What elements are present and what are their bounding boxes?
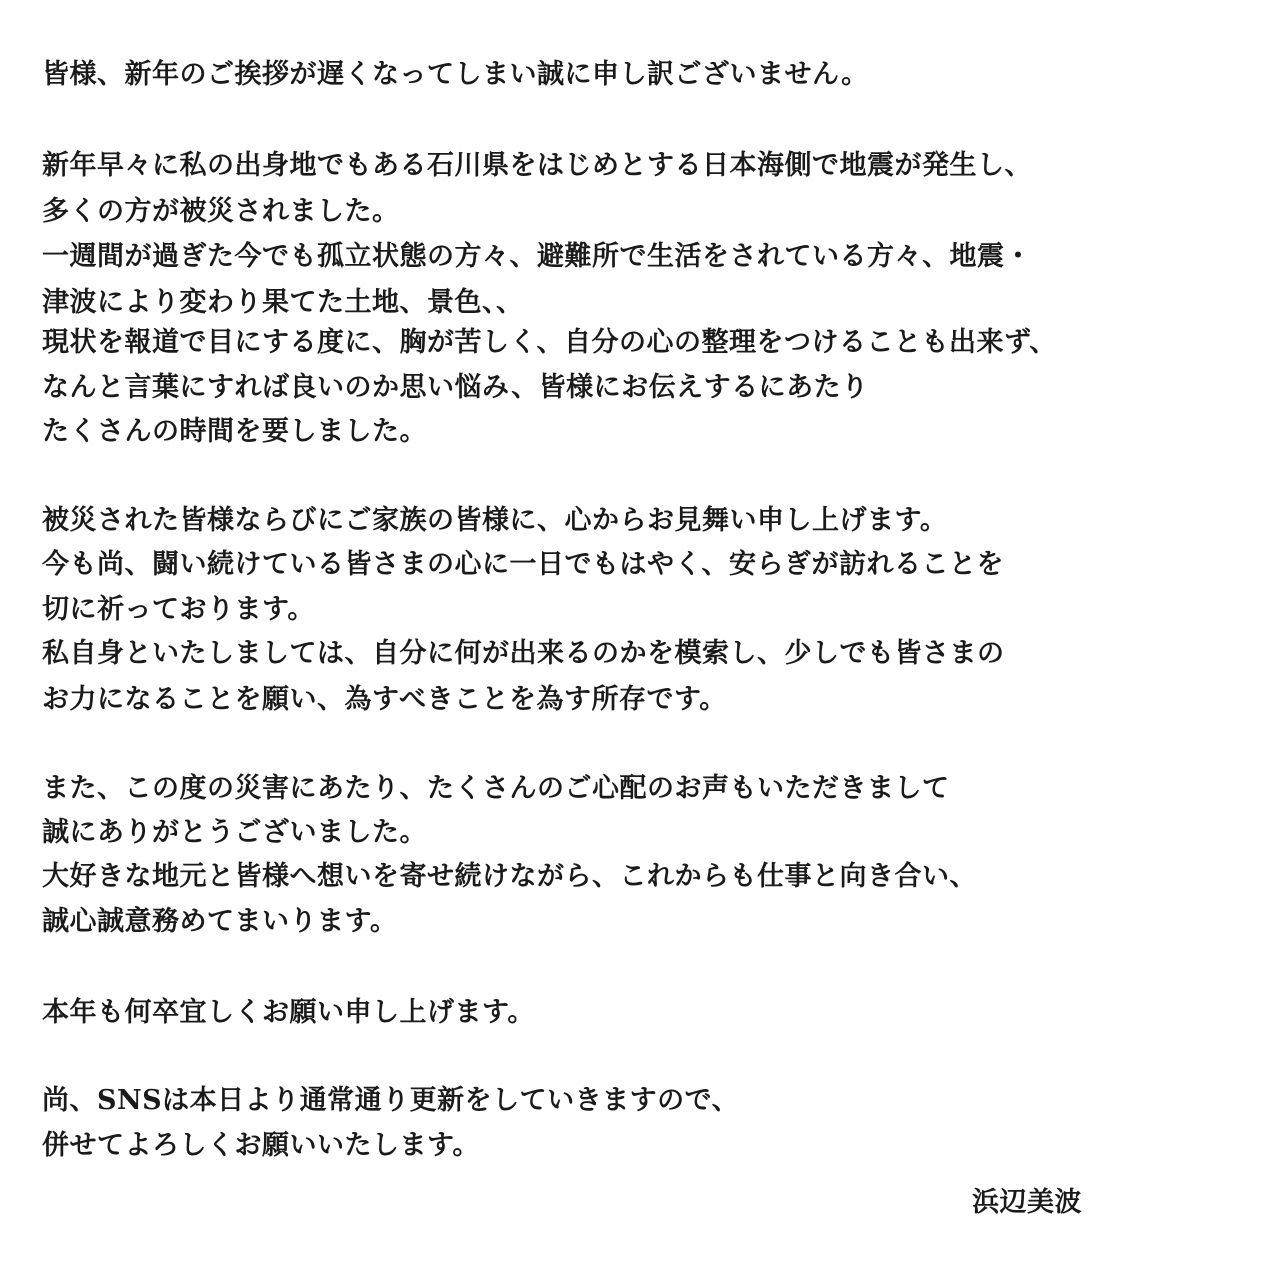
letter-line: 本年も何卒宜しくお願い申し上げます。 bbox=[42, 997, 535, 1028]
letter-line: 大好きな地元と皆様へ想いを寄せ続けながら、これからも仕事と向き合い、 bbox=[42, 861, 977, 892]
letter-line: 多くの方が被災されました。 bbox=[42, 196, 400, 227]
letter-line: 現状を報道で目にする度に、胸が苦しく、自分の心の整理をつけることも出来ず、 bbox=[42, 327, 1057, 358]
letter-line: 誠心誠意務めてまいります。 bbox=[42, 906, 398, 937]
letter-line: 一週間が過ぎた今でも孤立状態の方々、避難所で生活をされている方々、地震・ bbox=[42, 241, 1032, 272]
letter-line: 尚、SNSは本日より通常通り更新をしていきますので、 bbox=[42, 1085, 740, 1116]
letter-line: 今も尚、闘い続けている皆さまの心に一日でもはやく、安らぎが訪れることを bbox=[42, 549, 1004, 580]
letter-line: 誠にありがとうございました。 bbox=[42, 817, 427, 848]
signature: 浜辺美波 bbox=[972, 1187, 1082, 1218]
letter-line: 津波により変わり果てた土地、景色、、 bbox=[42, 287, 524, 318]
letter-line: たくさんの時間を要しました。 bbox=[42, 416, 427, 447]
letter-line: 新年早々に私の出身地でもある石川県をはじめとする日本海側で地震が発生し、 bbox=[42, 150, 1032, 181]
letter-line: お力になることを願い、為すべきことを為す所存です。 bbox=[42, 684, 727, 715]
letter-line: なんと言葉にすれば良いのか思い悩み、皆様にお伝えするにあたり bbox=[42, 372, 869, 403]
letter-line: また、この度の災害にあたり、たくさんのご心配のお声もいただきまして bbox=[42, 773, 950, 804]
letter-line: 被災された皆様ならびにご家族の皆様に、心からお見舞い申し上げます。 bbox=[42, 505, 948, 536]
letter-line: 併せてよろしくお願いいたします。 bbox=[42, 1130, 480, 1161]
letter-line: 私自身といたしましては、自分に何が出来るのかを模索し、少しでも皆さまの bbox=[42, 638, 1005, 669]
letter-line: 皆様、新年のご挨拶が遅くなってしまい誠に申し訳ございません。 bbox=[42, 59, 869, 90]
letter-line: 切に祈っております。 bbox=[42, 594, 315, 625]
